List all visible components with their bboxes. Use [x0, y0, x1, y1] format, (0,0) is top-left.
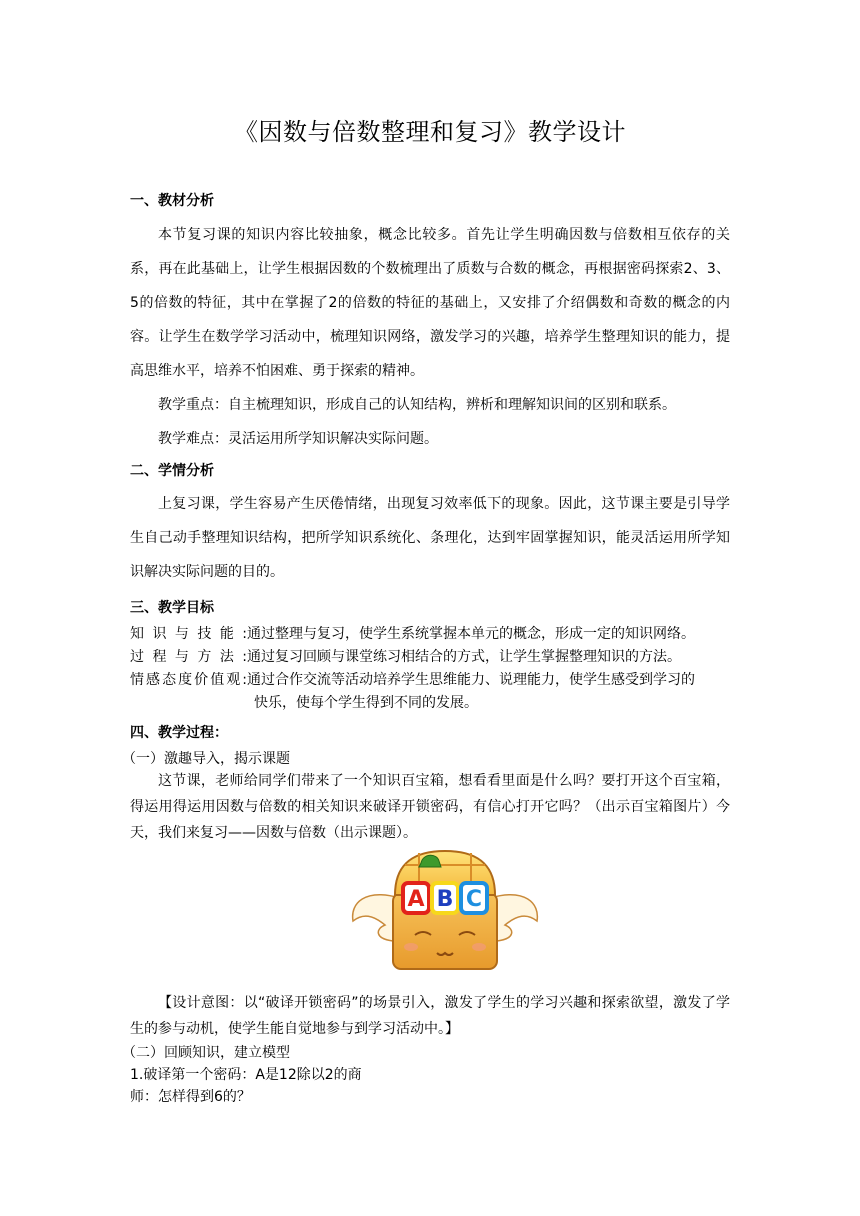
letter-c: C: [465, 887, 483, 912]
treasure-chest-illustration: [345, 843, 545, 973]
step-first-code: 1.破译第一个密码：A是12除以2的商: [130, 1067, 362, 1083]
introduction-paragraph: 这节课，老师给同学们带来了一个知识百宝箱，想看看里面是什么吗？要打开这个百宝箱，得运用得运用因数与倍数的相关知识来破译开锁密码，有信心打开它吗？（出示百宝箱图片）今天，我们来复习——因数与倍数（出示课题）。: [130, 773, 730, 841]
subheading-introduction: （一）激趣导入，揭示课题: [122, 751, 290, 767]
document-title: 《因数与倍数整理和复习》教学设计: [234, 118, 626, 146]
letter-b: B: [436, 887, 454, 912]
goal-process-methods: [130, 646, 681, 666]
section-heading-student-analysis: 二、学情分析: [130, 463, 214, 479]
teaching-key-point: 教学重点：自主梳理知识，形成自己的认知结构，辨析和理解知识间的区别和联系。: [158, 397, 676, 413]
goal-label: 过程与方法:: [130, 649, 247, 665]
goal-knowledge-skills: [130, 623, 695, 643]
design-intent-note: 【设计意图：以“破译开锁密码”的场景引入，激发了学生的学习兴趣和探索欲望，激发了学生的参与动机，使学生能自觉地参与到学习活动中。】: [130, 995, 730, 1037]
goal-text: 通过复习回顾与课堂练习相结合的方式，让学生掌握整理知识的方法。: [247, 649, 681, 665]
textbook-analysis-paragraph: 本节复习课的知识内容比较抽象，概念比较多。首先让学生明确因数与倍数相互依存的关系，再在此基础上，让学生根据因数的个数梳理出了质数与合数的概念，再根据密码探索2、3、5的倍数的特征，其中在掌握了2的倍数的特征的基础上，又安排了介绍偶数和奇数的概念的内容。让学生在数学学习活动中，梳理知识网络，激发学习的兴趣，培养学生整理知识的能力，提高思维水平，培养不怕困难、勇于探索的精神。: [130, 227, 730, 379]
goal-attitude-values: [130, 669, 695, 689]
subheading-review: （二）回顾知识，建立模型: [122, 1045, 290, 1061]
section-heading-textbook-analysis: 一、教材分析: [130, 193, 214, 209]
goal-text: 通过整理与复习，使学生系统掌握本单元的概念，形成一定的知识网络。: [247, 626, 695, 642]
teacher-question: 师：怎样得到6的？: [130, 1089, 251, 1105]
goal-label: 情感态度价值观:: [130, 672, 247, 688]
section-heading-teaching-process: 四、教学过程：: [130, 725, 228, 741]
section-heading-teaching-goals: 三、教学目标: [130, 600, 214, 616]
teaching-difficulty: 教学难点：灵活运用所学知识解决实际问题。: [158, 431, 438, 447]
letter-a: A: [407, 887, 425, 912]
goal-attitude-values-continued: 快乐，使每个学生得到不同的发展。: [254, 695, 478, 711]
student-analysis-paragraph: 上复习课，学生容易产生厌倦情绪，出现复习效率低下的现象。因此，这节课主要是引导学生自己动手整理知识结构，把所学知识系统化、条理化，达到牢固掌握知识，能灵活运用所学知识解决实际问题的目的。: [130, 496, 730, 580]
goal-label: 知识与技能:: [130, 626, 247, 642]
goal-text: 通过合作交流等活动培养学生思维能力、说理能力，使学生感受到学习的: [247, 672, 695, 688]
